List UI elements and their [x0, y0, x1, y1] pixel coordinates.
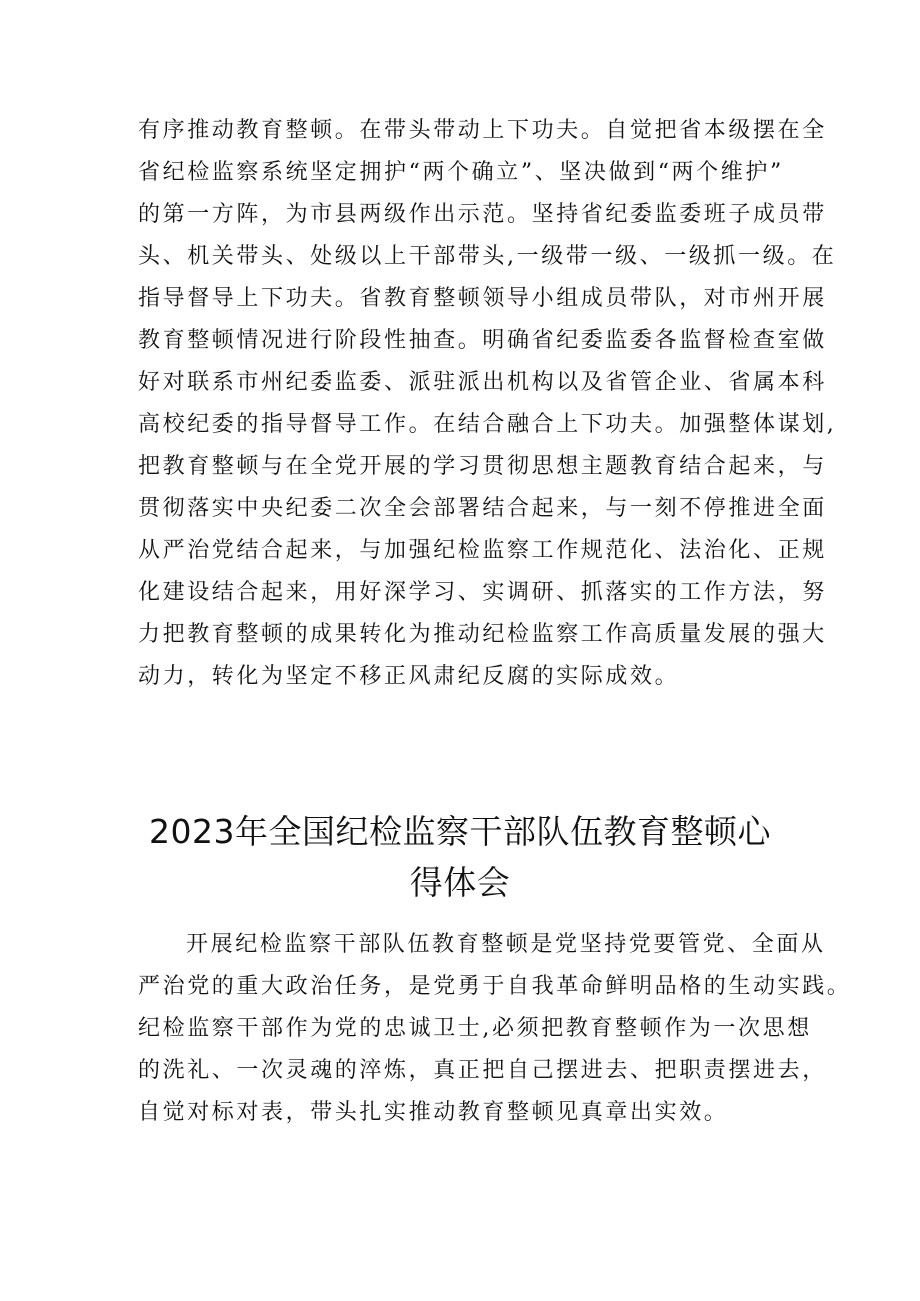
- text-line: 的洗礼、一次灵魂的淬炼，真正把自己摆进去、把职责摆进去，: [138, 1058, 827, 1083]
- text-line: 把教育整顿与在全党开展的学习贯彻思想主题教育结合起来，与: [138, 454, 827, 479]
- text-line: 化建设结合起来，用好深学习、实调研、抓落实的工作方法，努: [138, 580, 827, 605]
- text-line: 好对联系市州纪委监委、派驻派出机构以及省管企业、省属本科: [138, 370, 827, 395]
- text-line: 力把教育整顿的成果转化为推动纪检监察工作高质量发展的强大: [138, 622, 827, 647]
- text-line: 动力，转化为坚定不移正风肃纪反腐的实际成效。: [138, 664, 680, 689]
- text-line: 自觉对标对表，带头扎实推动教育整顿见真章出实效。: [138, 1100, 729, 1125]
- text-line: 贯彻落实中央纪委二次全会部署结合起来，与一刻不停推进全面: [138, 496, 827, 521]
- text-line: 头、机关带头、处级以上干部带头,一级带一级、一级抓一级。在: [138, 244, 837, 269]
- text-line: 纪检监察干部作为党的忠诚卫士,必须把教育整顿作为一次思想: [138, 1016, 812, 1041]
- text-line: 的第一方阵，为市县两级作出示范。坚持省纪委监委班子成员带: [138, 202, 827, 227]
- text-line: 高校纪委的指导督导工作。在结合融合上下功夫。加强整体谋划,: [138, 412, 837, 437]
- text-line: 严治党的重大政治任务，是党勇于自我革命鲜明品格的生动实践。: [138, 974, 852, 999]
- text-line: 省纪检监察系统坚定拥护“两个确立”、坚决做到“两个维护”: [138, 160, 784, 185]
- text-line: 教育整顿情况进行阶段性抽查。明确省纪委监委各监督检查室做: [138, 328, 827, 353]
- text-line: 从严治党结合起来，与加强纪检监察工作规范化、法治化、正规: [138, 538, 827, 563]
- text-line: 有序推动教育整顿。在带头带动上下功夫。自觉把省本级摆在全: [138, 118, 827, 143]
- article-title-line-1: 2023年全国纪检监察干部队伍教育整顿心: [149, 812, 771, 851]
- text-line: 开展纪检监察干部队伍教育整顿是党坚持党要管党、全面从: [186, 932, 826, 957]
- text-line: 指导督导上下功夫。省教育整顿领导小组成员带队，对市州开展: [138, 286, 827, 311]
- article-title-line-2: 得体会: [409, 863, 511, 902]
